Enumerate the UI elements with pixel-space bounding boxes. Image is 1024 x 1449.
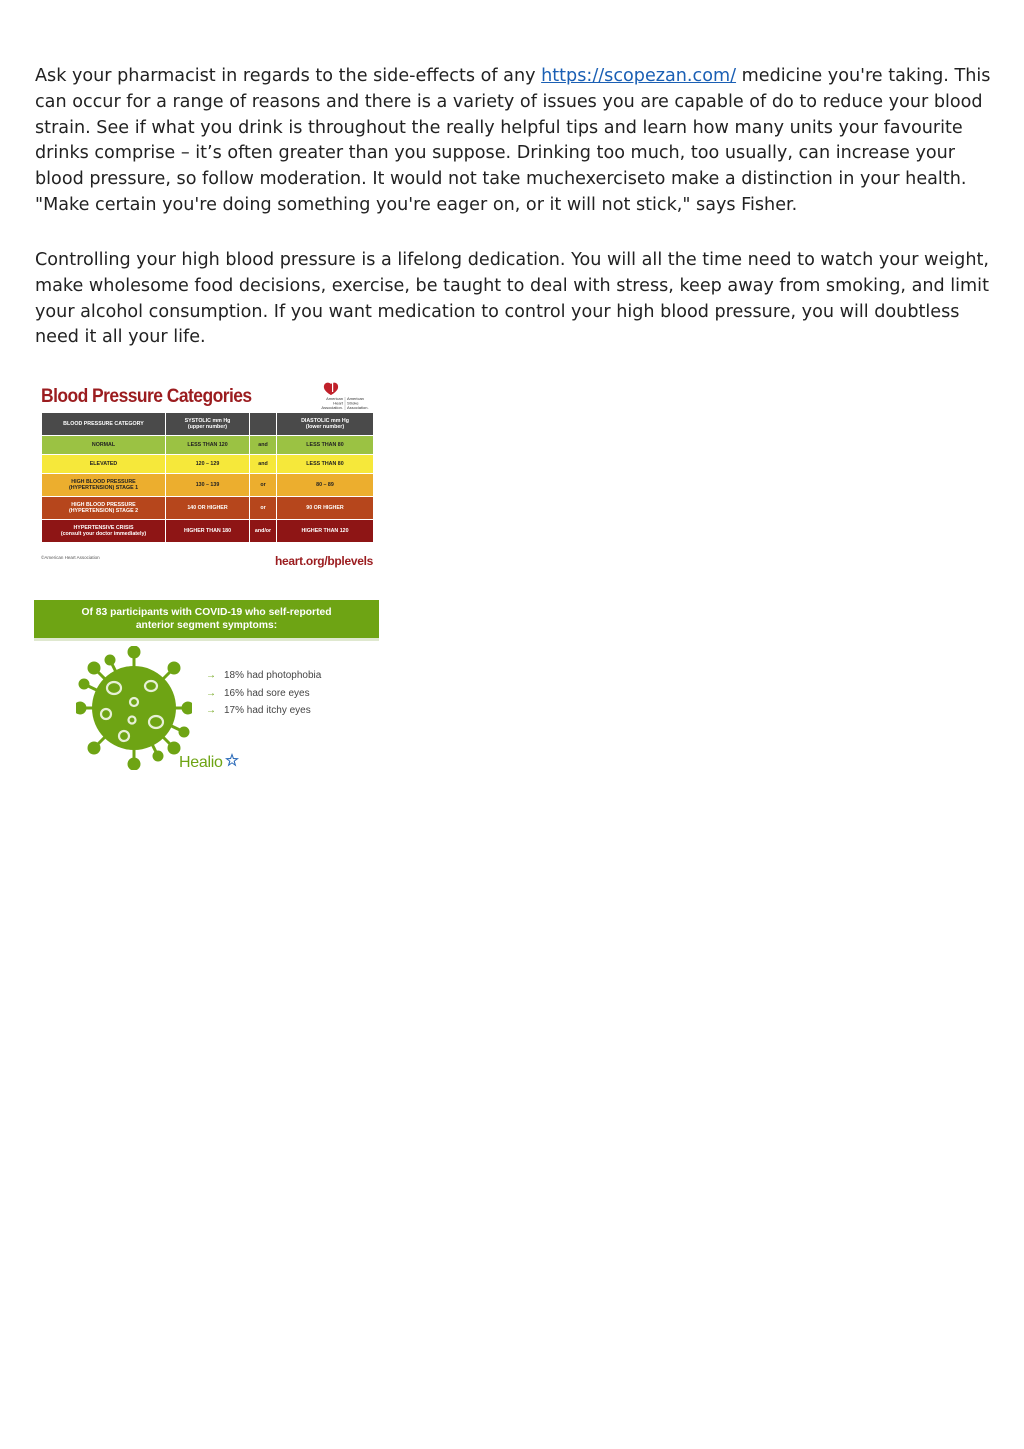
bp-chart-title: Blood Pressure Categories <box>41 386 252 407</box>
healio-logo: Healio <box>179 754 223 771</box>
row-conj: and/or <box>250 520 277 543</box>
list-item: → 17% had itchy eyes <box>206 705 311 716</box>
aha-logo-line-3: Association. <box>321 405 343 410</box>
covid-symptom-list <box>206 670 321 723</box>
header-conj <box>250 413 277 436</box>
star-icon <box>224 752 240 768</box>
paragraph-1-text-after: medicine you're taking. This can occur for a range of reasons and there is a variety of issues you are capable of do to reduce your blood strain. See if what you drink is throughout the really helpful tips and learn how many units your favourite drinks comprise – it’s often greater than you suppose. Drinking too much, too usually, can increase your blood pressure, so follow moderation. It would not take muchexerciseto make a distinction in your health. "Make certain you're doing something you're eager on, or it will not stick," says Fisher. <box>35 66 991 215</box>
list-item: → 16% had sore eyes <box>206 687 310 699</box>
row-category: HIGH BLOOD PRESSURE (HYPERTENSION) STAGE 1 <box>42 474 166 497</box>
covid-banner <box>34 600 379 638</box>
row-conj: or <box>250 497 277 520</box>
row-conj: or <box>250 474 277 497</box>
bp-row-crisis <box>42 520 374 543</box>
row-systolic: 130 – 139 <box>166 474 250 497</box>
bp-credit: ©American Heart Association <box>41 555 100 560</box>
row-systolic: LESS THAN 120 <box>166 436 250 455</box>
arrow-icon: → <box>206 670 216 681</box>
asa-logo-line-3: Association. <box>347 405 369 410</box>
arrow-icon: → <box>206 687 216 699</box>
row-diastolic: 90 OR HIGHER <box>277 497 374 520</box>
header-diastolic: DIASTOLIC mm Hg (lower number) <box>277 413 374 436</box>
aha-logo-line-2: Heart <box>333 400 343 406</box>
covid-banner-line-2: anterior segment symptoms: <box>135 620 278 631</box>
bp-row-normal <box>42 436 374 455</box>
blood-pressure-chart-image <box>35 378 379 574</box>
row-diastolic: HIGHER THAN 120 <box>277 520 374 543</box>
row-conj: and <box>250 455 277 474</box>
row-diastolic: 80 – 89 <box>277 474 374 497</box>
covid-symptoms-image <box>34 600 379 780</box>
row-category: NORMAL <box>42 436 166 455</box>
row-systolic: 120 – 129 <box>166 455 250 474</box>
list-item: → 18% had photophobia <box>206 670 322 681</box>
arrow-icon: → <box>206 705 216 716</box>
row-category: HIGH BLOOD PRESSURE (HYPERTENSION) STAGE 2 <box>42 497 166 520</box>
covid-banner-shadow <box>34 638 379 641</box>
bp-row-elevated <box>42 455 374 474</box>
row-diastolic: LESS THAN 80 <box>277 455 374 474</box>
aha-asa-logo-icon <box>317 381 373 411</box>
paragraph-1-text-before: Ask your pharmacist in regards to the side-effects of any <box>35 66 542 86</box>
virus-icon <box>76 646 192 770</box>
article-paragraph-2: Controlling your high blood pressure is a lifelong dedication. You will all the time need to watch your weight, make wholesome food decisions, exercise, be taught to deal with stress, keep away from smoking, and limit your alcohol consumption. If you want medication to control your high blood pressure, you will doubtless need it all your life. <box>35 250 989 348</box>
bp-row-stage2 <box>42 497 374 520</box>
covid-banner-line-1: Of 83 participants with COVID-19 who self-reported <box>81 607 332 618</box>
bp-url: heart.org/bplevels <box>275 554 373 568</box>
article-paragraph-1 <box>35 64 995 219</box>
header-systolic: SYSTOLIC mm Hg (upper number) <box>166 413 250 436</box>
aha-logo-line-1: American <box>326 396 343 401</box>
row-category: ELEVATED <box>42 455 166 474</box>
header-category: BLOOD PRESSURE CATEGORY <box>42 413 166 436</box>
bp-table-header-row <box>42 413 374 436</box>
asa-logo-line-1: American <box>347 396 364 401</box>
row-systolic: 140 OR HIGHER <box>166 497 250 520</box>
asa-logo-line-2: Stroke <box>347 400 359 406</box>
row-diastolic: LESS THAN 80 <box>277 436 374 455</box>
bp-category-table <box>41 412 374 543</box>
row-conj: and <box>250 436 277 455</box>
row-category: HYPERTENSIVE CRISIS (consult your doctor immediately) <box>42 520 166 543</box>
row-systolic: HIGHER THAN 180 <box>166 520 250 543</box>
bp-row-stage1 <box>42 474 374 497</box>
scopezan-link[interactable]: https://scopezan.com/ <box>541 66 737 86</box>
